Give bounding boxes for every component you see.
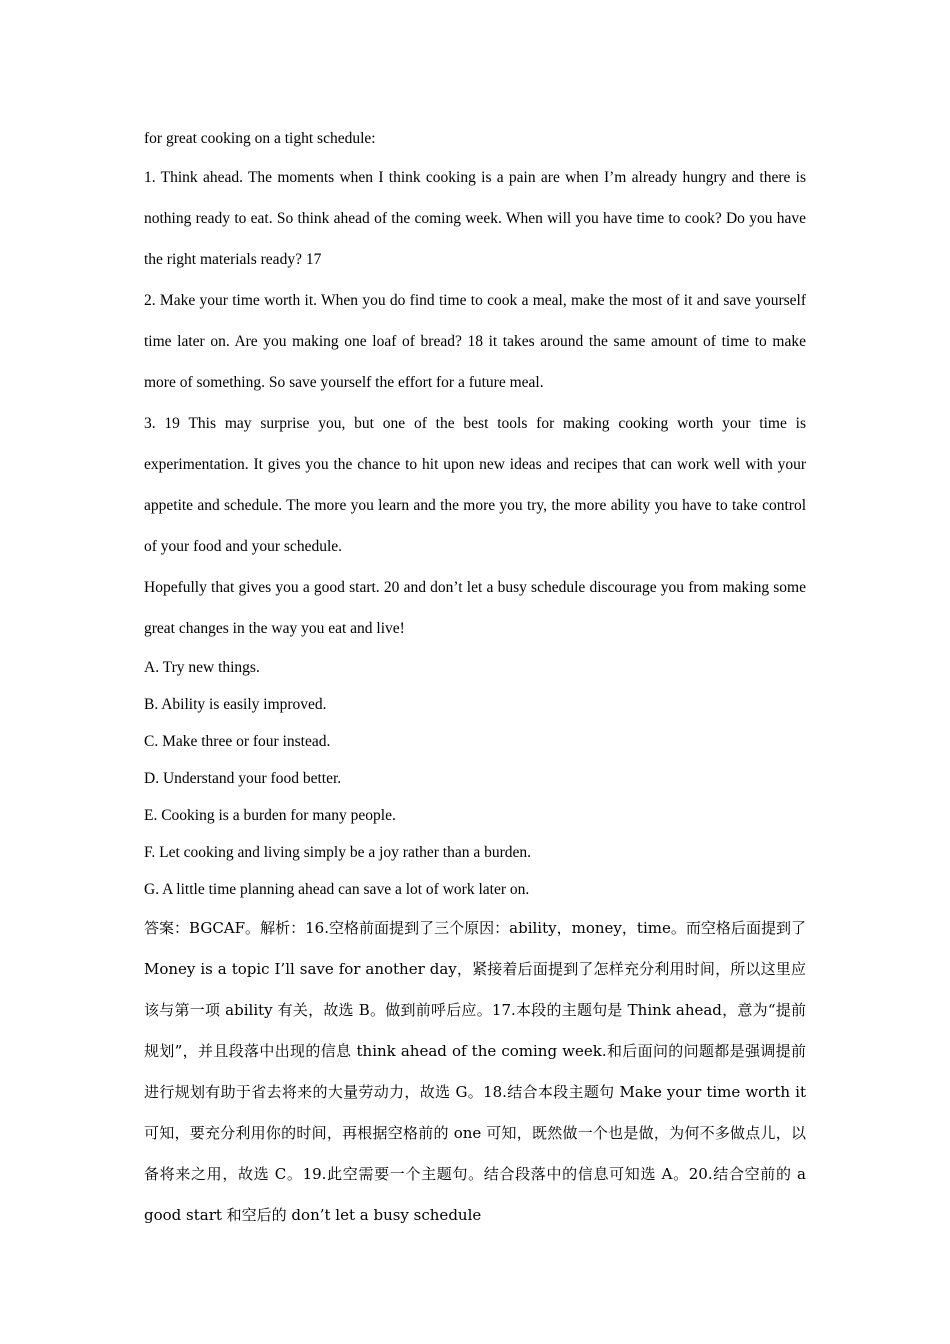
answer-explanation: 答案：BGCAF。解析：16.空格前面提到了三个原因：ability，money，time。而空格后面提到了 Money is a topic I’ll save for another day，紧接着后面提到了怎样充分利用时间，所以这里应该与第一项 ability 有关，故选 B。做到前呼后应。17.本段的主题句是 Think ahead，意为“提前规划”，并且段落中出现的信息 think ahead of the coming week.和后面问的问题都是强调提前进行规划有助于省去将来的大量劳动力，故选 G。18.结合本段主题句 Make your time worth it 可知，要充分利用你的时间，再根据空格前的 one 可知，既然做一个也是做，为何不多做点儿，以备将来之用，故选 C。19.此空需要一个主题句。结合段落中的信息可知选 A。20.结合空前的 a good start 和空后的 don’t let a busy schedule xyxy=(144,919,806,1224)
option-c: C. Make three or four instead. xyxy=(144,733,331,750)
paragraph-make-time-worth-it: 2. Make your time worth it. When you do find time to cook a meal, make the most of it and save yourself time later on. Are you making one loaf of bread? 18 it takes around the same amount of time to make more of something. So save yourself the effort for a future meal. xyxy=(144,292,806,391)
option-a: A. Try new things. xyxy=(144,659,260,676)
option-e: E. Cooking is a burden for many people. xyxy=(144,807,396,824)
intro-fragment: for great cooking on a tight schedule: xyxy=(144,130,376,147)
option-b: B. Ability is easily improved. xyxy=(144,696,327,713)
paragraph-conclusion: Hopefully that gives you a good start. 20 and don’t let a busy schedule discourage you from making some great changes in the way you eat and live! xyxy=(144,579,806,637)
paragraph-think-ahead: 1. Think ahead. The moments when I think cooking is a pain are when I’m already hungry and there is nothing ready to eat. So think ahead of the coming week. When will you have time to cook? Do you have the right materials ready? 17 xyxy=(144,169,806,268)
option-f: F. Let cooking and living simply be a joy rather than a burden. xyxy=(144,844,532,861)
document-page xyxy=(144,120,806,1236)
paragraph-experimentation: 3. 19 This may surprise you, but one of the best tools for making cooking worth your time is experimentation. It gives you the chance to hit upon new ideas and recipes that can work well with your appetite and schedule. The more you learn and the more you try, the more ability you have to take control of your food and your schedule. xyxy=(144,415,806,555)
option-g: G. A little time planning ahead can save a lot of work later on. xyxy=(144,881,530,898)
option-d: D. Understand your food better. xyxy=(144,770,342,787)
